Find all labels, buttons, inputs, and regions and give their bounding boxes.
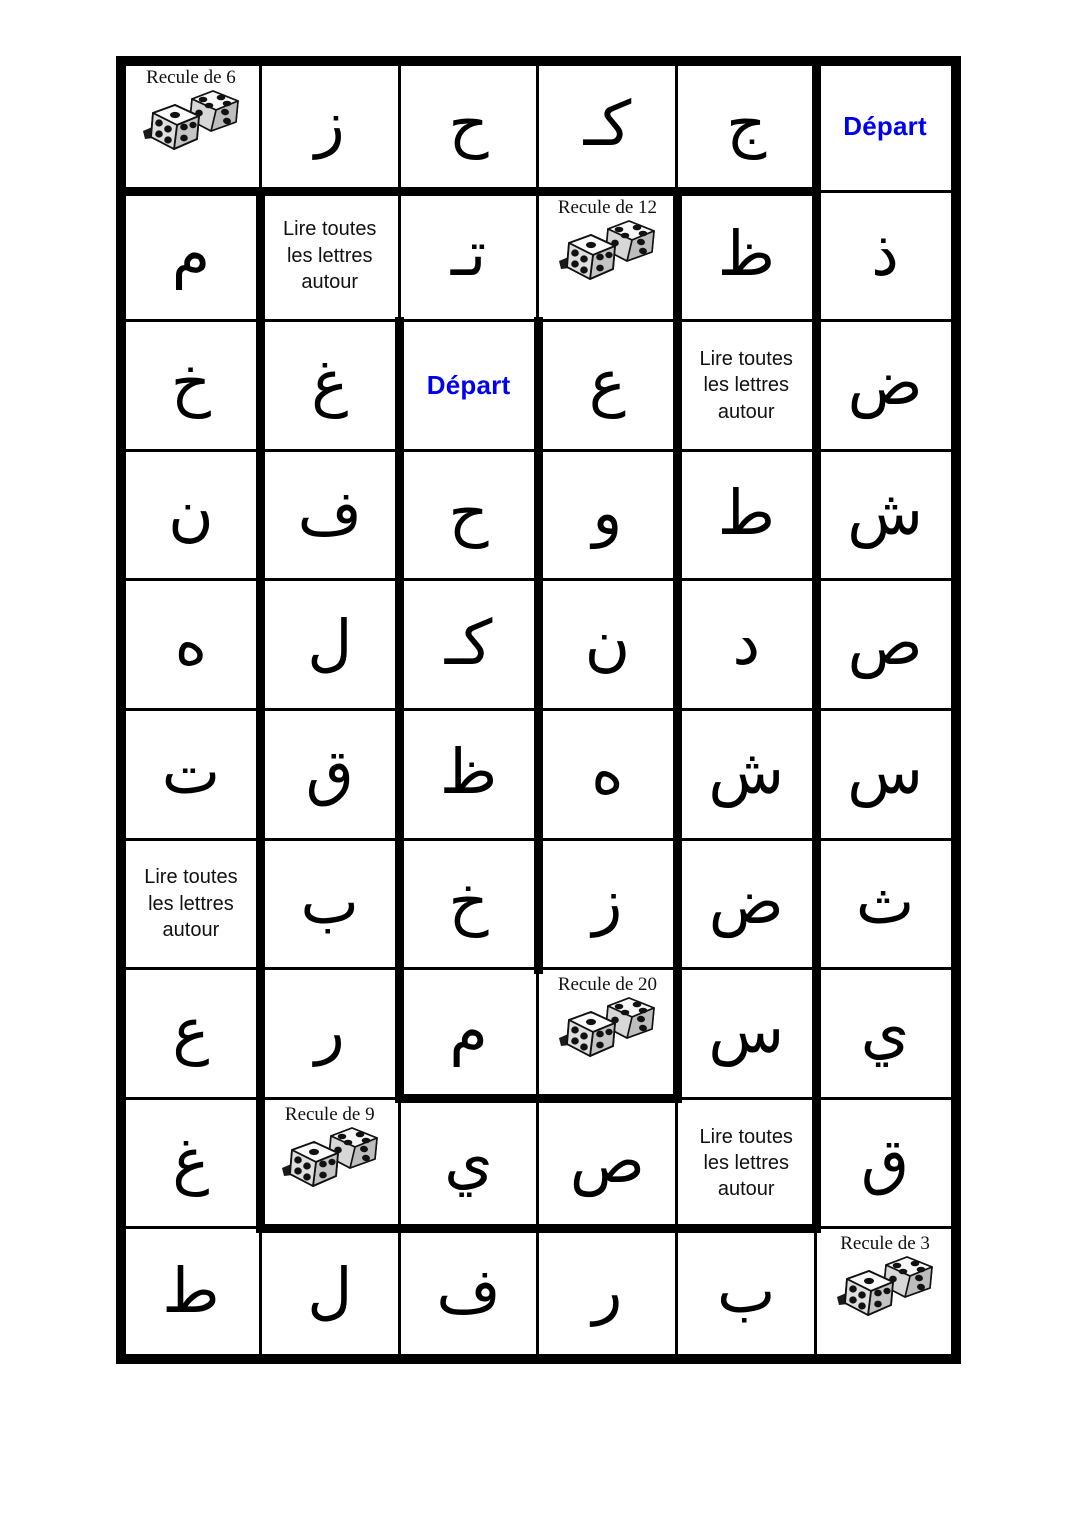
board-cell-letter[interactable] [121, 1098, 261, 1229]
arabic-letter: ف [436, 1253, 501, 1327]
lire-instruction-label [279, 216, 380, 295]
board-cell-letter[interactable] [676, 1227, 816, 1358]
arabic-letter: ق [861, 1124, 910, 1198]
board-cell-letter[interactable] [815, 1098, 955, 1229]
board-cell-letter[interactable] [537, 61, 677, 192]
arabic-letter: ح [448, 476, 489, 550]
arabic-letter: ج [726, 87, 767, 161]
lire-line-1: Lire toutes [699, 1125, 793, 1148]
arabic-letter: ز [314, 87, 345, 161]
recule-content [539, 970, 675, 1097]
dice-pair-icon [553, 994, 661, 1064]
recule-content [817, 1229, 953, 1356]
board-cell-letter[interactable] [815, 709, 955, 840]
board-cell-letter[interactable] [676, 839, 816, 970]
arabic-letter: ل [307, 605, 353, 679]
board-cell-letter[interactable] [121, 579, 261, 710]
lire-line-2: les lettres [703, 374, 790, 397]
recule-label: Recule de 9 [284, 1103, 375, 1125]
dice-icon-holder [137, 87, 245, 157]
dice-icon-holder [553, 217, 661, 287]
recule-label: Recule de 12 [557, 196, 657, 218]
board-cell-letter[interactable] [537, 579, 677, 710]
arabic-letter: ي [860, 994, 910, 1068]
board-cell-recule[interactable] [815, 1227, 955, 1358]
arabic-letter: م [449, 994, 488, 1068]
board-cell-lire-toutes-les-lettres-autour[interactable] [676, 1098, 816, 1229]
arabic-letter: ر [592, 1253, 623, 1327]
path-right-outer [812, 58, 821, 1233]
board-cell-letter[interactable] [399, 709, 539, 840]
arabic-letter: ق [305, 735, 354, 809]
board-cell-letter[interactable] [121, 968, 261, 1099]
board-cell-letter[interactable] [815, 579, 955, 710]
board-cell-letter[interactable] [121, 191, 261, 322]
arabic-letter: ض [708, 864, 784, 938]
board-cell-letter[interactable] [399, 1227, 539, 1358]
arabic-letter: س [847, 735, 923, 809]
arabic-letter: ه [174, 605, 208, 679]
board-cell-letter[interactable] [537, 1227, 677, 1358]
arabic-letter: كـ [583, 87, 632, 161]
dice-pair-icon [553, 217, 661, 287]
board-cell-letter[interactable] [676, 968, 816, 1099]
board-cell-letter[interactable] [676, 579, 816, 710]
frame-top [116, 56, 961, 66]
board-cell-recule[interactable] [537, 968, 677, 1099]
lire-line-2: les lettres [703, 1151, 790, 1174]
lire-line-1: Lire toutes [283, 218, 377, 241]
board-cell-letter[interactable] [815, 320, 955, 451]
board-cell-recule[interactable] [260, 1098, 400, 1229]
lire-instruction-label [696, 1124, 797, 1203]
lire-line-3: autour [717, 400, 775, 423]
lire-line-1: Lire toutes [144, 866, 238, 889]
arabic-letter: ض [847, 346, 923, 420]
arabic-letter: ط [162, 1253, 220, 1327]
arabic-letter: م [171, 216, 211, 290]
path-inner-left [395, 317, 404, 1104]
arabic-letter: ف [297, 476, 362, 550]
board-cell-letter[interactable] [815, 968, 955, 1099]
board-cell-letter[interactable] [399, 191, 539, 322]
board-cell-lire-toutes-les-lettres-autour[interactable] [676, 320, 816, 451]
board-cell-letter[interactable] [399, 450, 539, 581]
arabic-letter: ذ [871, 216, 899, 290]
board-cell-letter[interactable] [399, 1098, 539, 1229]
arabic-letter: ع [588, 346, 626, 420]
arabic-letter: و [592, 476, 623, 550]
lire-instruction-label [696, 346, 797, 425]
board-cell-letter[interactable] [399, 968, 539, 1099]
arabic-letter: ظ [717, 216, 775, 290]
board-cell-letter[interactable] [260, 320, 400, 451]
game-board [122, 62, 955, 1358]
dice-pair-icon [831, 1253, 939, 1323]
lire-line-3: autour [301, 271, 359, 294]
dice-pair-icon [137, 87, 245, 157]
lire-instruction-label [140, 864, 241, 943]
arabic-letter: ب [717, 1253, 776, 1327]
board-cell-letter[interactable] [815, 191, 955, 322]
board-cell-letter[interactable] [260, 709, 400, 840]
arabic-letter: ح [448, 87, 489, 161]
arabic-letter: ر [314, 994, 345, 1068]
board-cell-letter[interactable] [260, 968, 400, 1099]
board-cell-letter[interactable] [815, 839, 955, 970]
path-bottom-outer [256, 1224, 820, 1233]
arabic-letter: ي [444, 1124, 493, 1198]
depart-label: Départ [843, 110, 927, 141]
recule-content [123, 63, 259, 190]
recule-label: Recule de 20 [557, 974, 657, 996]
board-cell-letter[interactable] [260, 61, 400, 192]
dice-icon-holder [276, 1124, 384, 1194]
board-cell-letter[interactable] [260, 579, 400, 710]
recule-content [262, 1100, 398, 1227]
board-cell-letter[interactable] [676, 709, 816, 840]
board-cell-letter[interactable] [537, 320, 677, 451]
frame-left [116, 56, 126, 1364]
board-cell-letter[interactable] [676, 61, 816, 192]
arabic-letter: ث [855, 864, 915, 938]
board-cell-letter[interactable] [399, 579, 539, 710]
board-cell-letter[interactable] [121, 1227, 261, 1358]
frame-right [951, 56, 961, 1364]
arabic-letter: ت [161, 735, 221, 809]
arabic-letter: ن [584, 605, 631, 679]
recule-content [539, 193, 675, 320]
board-cell-lire-toutes-les-lettres-autour[interactable] [121, 839, 261, 970]
arabic-letter: ب [300, 864, 359, 938]
arabic-letter: ن [168, 476, 214, 550]
board-cell-letter[interactable] [260, 450, 400, 581]
arabic-letter: غ [311, 346, 349, 420]
path-inner-bottom [395, 1094, 682, 1103]
lire-line-2: les lettres [148, 892, 234, 915]
arabic-letter: غ [172, 1124, 210, 1198]
arabic-letter: ل [307, 1253, 353, 1327]
board-cell-letter[interactable] [121, 709, 261, 840]
arabic-letter: خ [448, 864, 489, 938]
arabic-letter: ع [172, 994, 210, 1068]
board-cell-letter[interactable] [537, 839, 677, 970]
board-cell-depart[interactable] [815, 61, 955, 192]
board-cell-letter[interactable] [260, 1227, 400, 1358]
path-inner-top [256, 187, 682, 196]
board-cell-letter[interactable] [537, 709, 677, 840]
arabic-letter: ه [591, 735, 624, 809]
frame-bottom [116, 1354, 961, 1364]
arabic-letter: ش [847, 476, 923, 550]
path-inner-mid-right [534, 317, 543, 974]
recule-label: Recule de 6 [146, 67, 236, 88]
lire-line-2: les lettres [286, 244, 373, 267]
arabic-letter: د [732, 605, 761, 679]
board-cell-depart[interactable] [399, 320, 539, 451]
board-cell-letter[interactable] [537, 450, 677, 581]
lire-line-3: autour [717, 1178, 775, 1201]
recule-label: Recule de 3 [840, 1233, 930, 1255]
board-cell-letter[interactable] [537, 1098, 677, 1229]
board-cell-letter[interactable] [815, 450, 955, 581]
dice-icon-holder [831, 1253, 939, 1323]
arabic-letter: ط [717, 476, 775, 550]
board-cell-letter[interactable] [399, 61, 539, 192]
board-cell-letter[interactable] [121, 450, 261, 581]
arabic-letter: كـ [444, 605, 493, 679]
path-inner-right [673, 187, 682, 1103]
path-left-outer [256, 187, 265, 1233]
arabic-letter: تـ [450, 216, 487, 290]
arabic-letter: س [708, 994, 785, 1068]
dice-icon-holder [553, 994, 661, 1064]
arabic-letter: ص [569, 1124, 645, 1198]
board-cell-lire-toutes-les-lettres-autour[interactable] [260, 191, 400, 322]
board-cell-letter[interactable] [676, 191, 816, 322]
dice-pair-icon [276, 1124, 384, 1194]
board-cell-recule[interactable] [121, 61, 261, 192]
arabic-letter: ش [708, 735, 785, 809]
lire-line-3: autour [162, 919, 220, 942]
arabic-letter: ص [847, 605, 923, 679]
board-cell-letter[interactable] [260, 839, 400, 970]
board-cell-letter[interactable] [399, 839, 539, 970]
board-cell-recule[interactable] [537, 191, 677, 322]
board-cell-letter[interactable] [121, 320, 261, 451]
lire-line-1: Lire toutes [699, 347, 793, 370]
depart-label: Départ [426, 369, 511, 400]
board-cell-letter[interactable] [676, 450, 816, 581]
arabic-letter: خ [170, 346, 211, 420]
arabic-letter: ظ [439, 735, 498, 809]
arabic-letter: ز [592, 864, 623, 938]
